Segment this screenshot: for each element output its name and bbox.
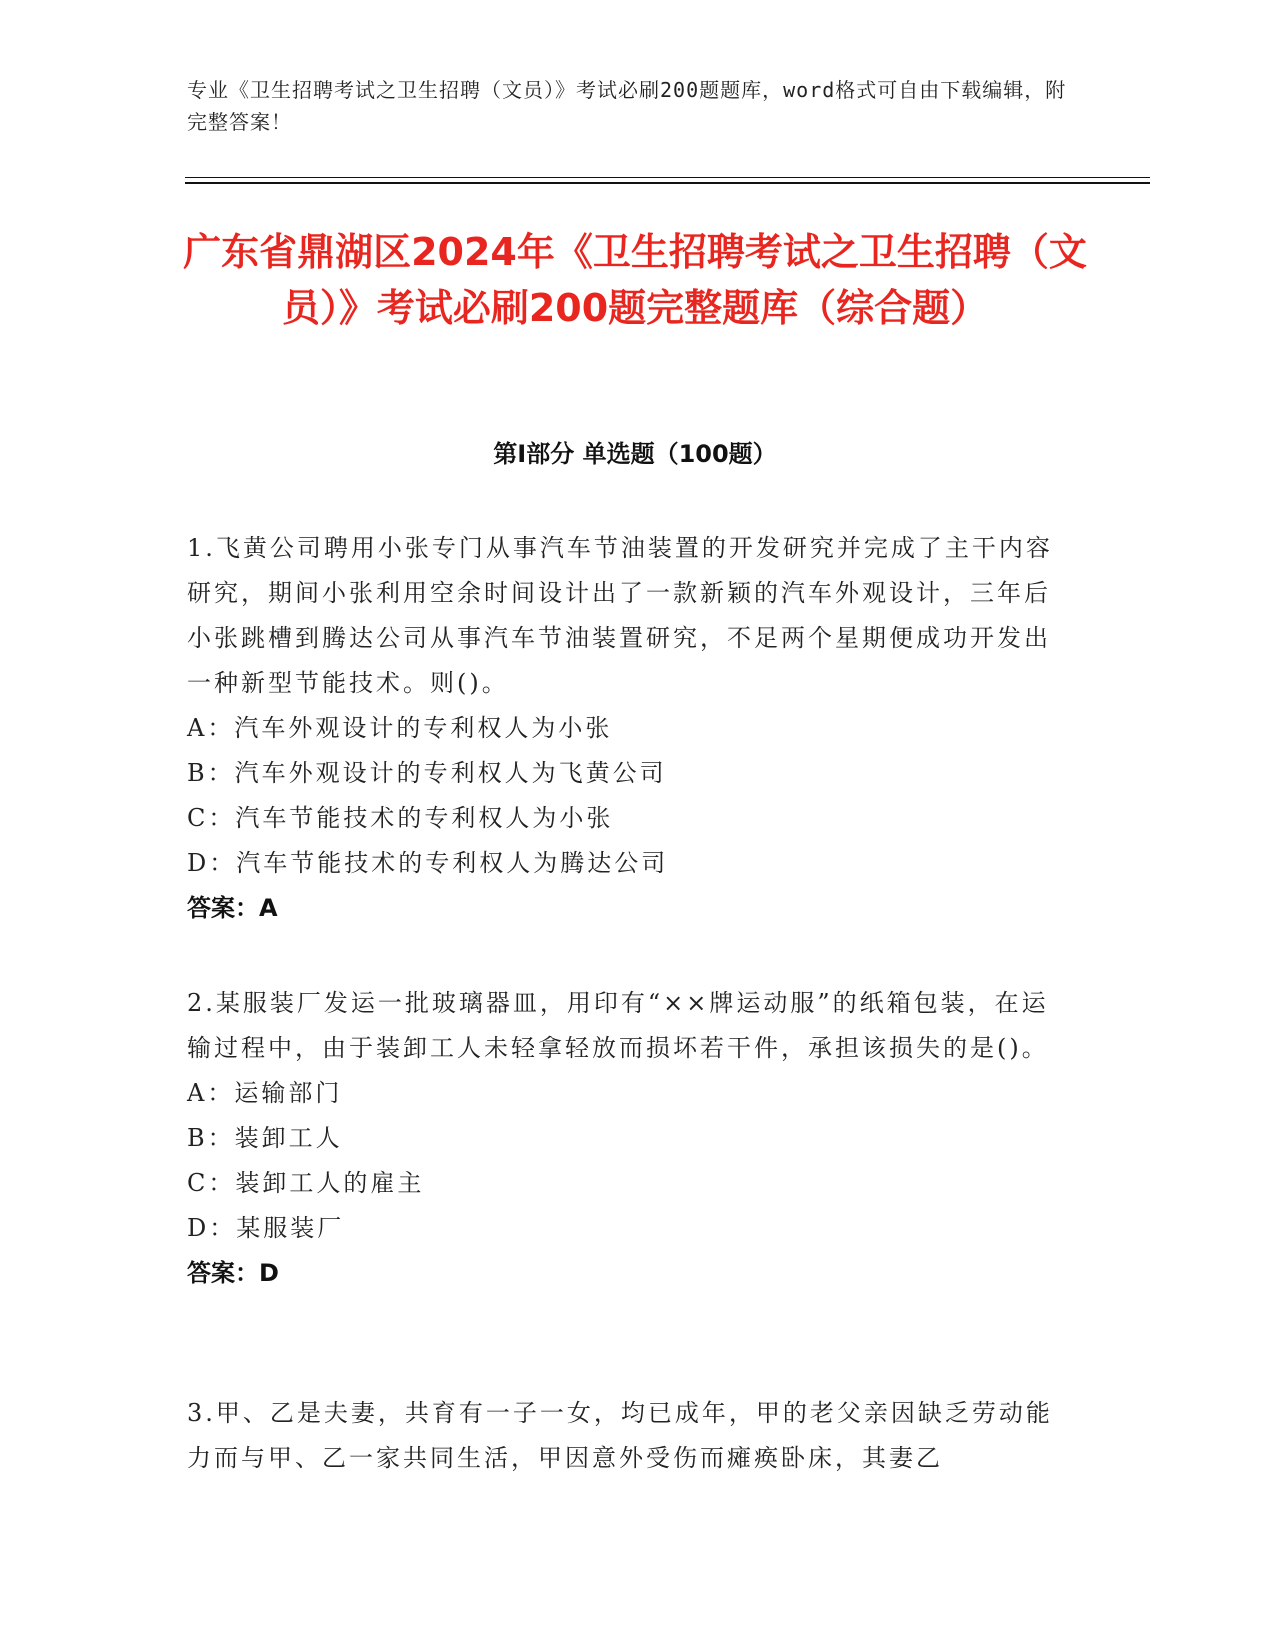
- header-note: 专业《卫生招聘考试之卫生招聘（文员）》考试必刷200题题库，word格式可自由下载编辑，附完整答案！: [187, 78, 1067, 134]
- option-d: D：某服装厂: [187, 1214, 345, 1242]
- answer: 答案：A: [187, 894, 278, 922]
- header-divider: [185, 177, 1150, 178]
- question-3: [187, 1391, 1057, 1481]
- option-d: D：汽车节能技术的专利权人为腾达公司: [187, 849, 669, 877]
- question-1: [187, 526, 1057, 931]
- question-stem: 2.某服装厂发运一批玻璃器皿，用印有“××牌运动服”的纸箱包装，在运输过程中，由于装卸工人未轻拿轻放而损坏若干件，承担该损失的是()。: [187, 989, 1049, 1062]
- option-c: C：汽车节能技术的专利权人为小张: [187, 804, 614, 832]
- option-a: A：汽车外观设计的专利权人为小张: [187, 714, 613, 742]
- section-title: 第Ⅰ部分 单选题（100题）: [493, 440, 777, 468]
- option-b: B：汽车外观设计的专利权人为飞黄公司: [187, 759, 667, 787]
- question-2: [187, 981, 1057, 1296]
- header-divider-thick: [185, 182, 1150, 184]
- question-stem: 3.甲、乙是夫妻，共育有一子一女，均已成年，甲的老父亲因缺乏劳动能力而与甲、乙一家共同生活，甲因意外受伤而瘫痪卧床，其妻乙: [187, 1399, 1053, 1472]
- document-title: 广东省鼎湖区2024年《卫生招聘考试之卫生招聘（文员）》考试必刷200题完整题库（综合题）: [183, 230, 1087, 330]
- question-stem: 1.飞黄公司聘用小张专门从事汽车节油装置的开发研究并完成了主干内容研究，期间小张利用空余时间设计出了一款新颖的汽车外观设计，三年后小张跳槽到腾达公司从事汽车节油装置研究，不足两个星期便成功开发出一种新型节能技术。则()。: [187, 534, 1053, 697]
- option-c: C：装卸工人的雇主: [187, 1169, 425, 1197]
- answer: 答案：D: [187, 1259, 279, 1287]
- option-b: B：装卸工人: [187, 1124, 343, 1152]
- option-a: A：运输部门: [187, 1079, 343, 1107]
